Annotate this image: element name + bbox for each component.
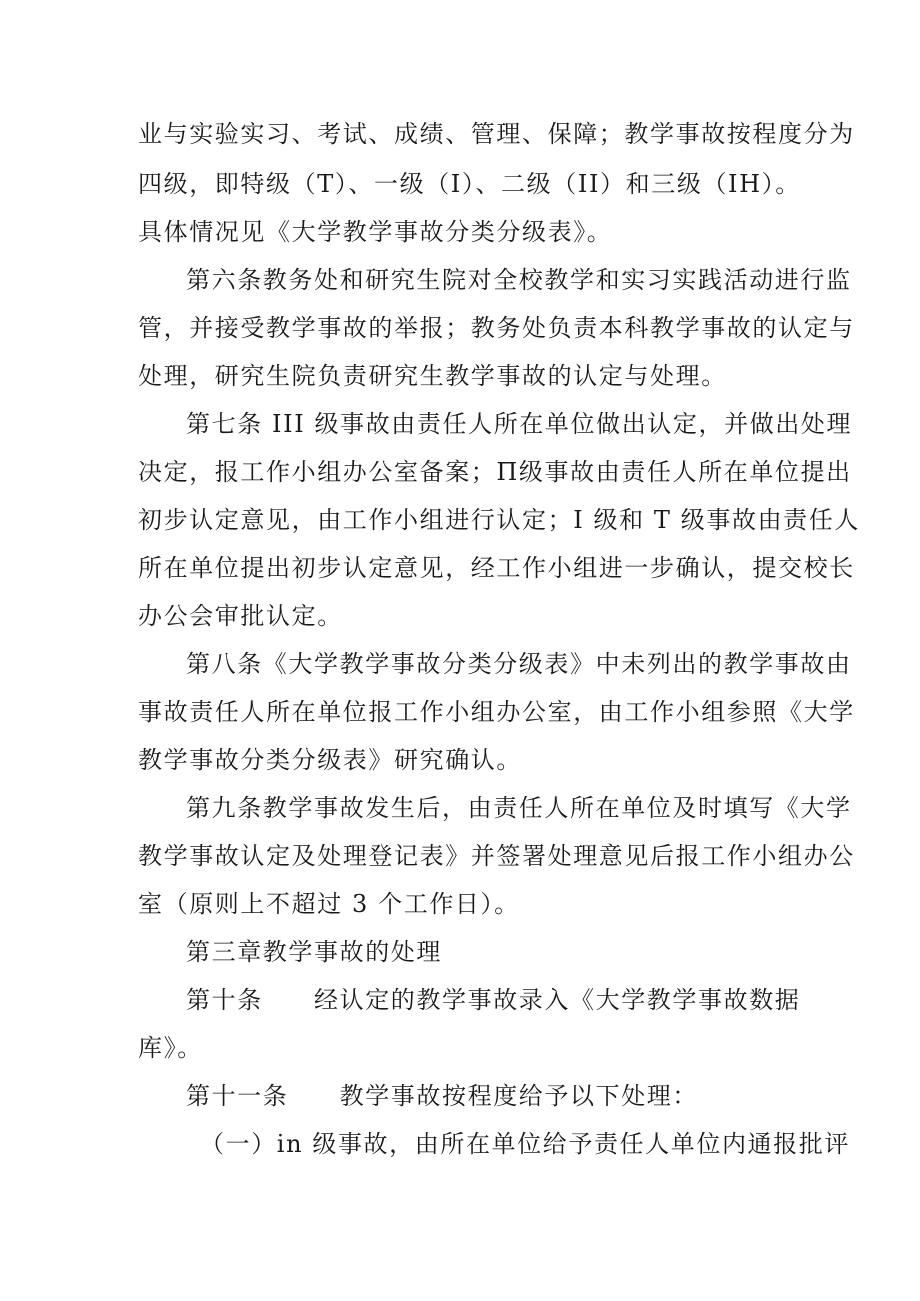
text-line: 处理，研究生院负责研究生教学事故的认定与处理。 bbox=[138, 362, 727, 390]
text-line: 第六条教务处和研究生院对全校教学和实习实践活动进行监 bbox=[186, 266, 852, 294]
text-line: 第十一条 教学事故按程度给予以下处理： bbox=[186, 1082, 698, 1110]
text-line: 第十条 经认定的教学事故录入《大学教学事故数据 bbox=[186, 986, 801, 1014]
text-line: 办公会审批认定。 bbox=[138, 602, 343, 630]
text-line: 第九条教学事故发生后，由责任人所在单位及时填写《大学 bbox=[186, 794, 852, 822]
text-line: （一）in 级事故，由所在单位给予责任人单位内通报批评 bbox=[200, 1130, 850, 1158]
text-line: 第七条 III 级事故由责任人所在单位做出认定，并做出处理 bbox=[186, 410, 853, 438]
text-line: 具体情况见《大学教学事故分类分级表》。 bbox=[138, 218, 613, 246]
text-line: 初步认定意见，由工作小组进行认定；I 级和 T 级事故由责任人 bbox=[138, 506, 860, 534]
text-line: 四级，即特级（T）、一级（I）、二级（II）和三级（IH）。 bbox=[138, 170, 801, 198]
chapter-heading: 第三章教学事故的处理 bbox=[186, 938, 442, 966]
text-line: 第八条《大学教学事故分类分级表》中未列出的教学事故由 bbox=[186, 650, 852, 678]
text-line: 室（原则上不超过 3 个工作日）。 bbox=[138, 890, 520, 918]
text-line: 管，并接受教学事故的举报；教务处负责本科教学事故的认定与 bbox=[138, 314, 855, 342]
text-line: 事故责任人所在单位报工作小组办公室，由工作小组参照《大学 bbox=[138, 698, 855, 726]
text-line: 决定，报工作小组办公室备案；Π级事故由责任人所在单位提出 bbox=[138, 458, 852, 486]
text-line: 所在单位提出初步认定意见，经工作小组进一步确认，提交校长 bbox=[138, 554, 855, 582]
text-line: 业与实验实习、考试、成绩、管理、保障；教学事故按程度分为 bbox=[138, 120, 855, 148]
text-line: 库》。 bbox=[138, 1034, 203, 1062]
text-line: 教学事故认定及处理登记表》并签署处理意见后报工作小组办公 bbox=[138, 842, 855, 870]
text-line: 教学事故分类分级表》研究确认。 bbox=[138, 746, 522, 774]
